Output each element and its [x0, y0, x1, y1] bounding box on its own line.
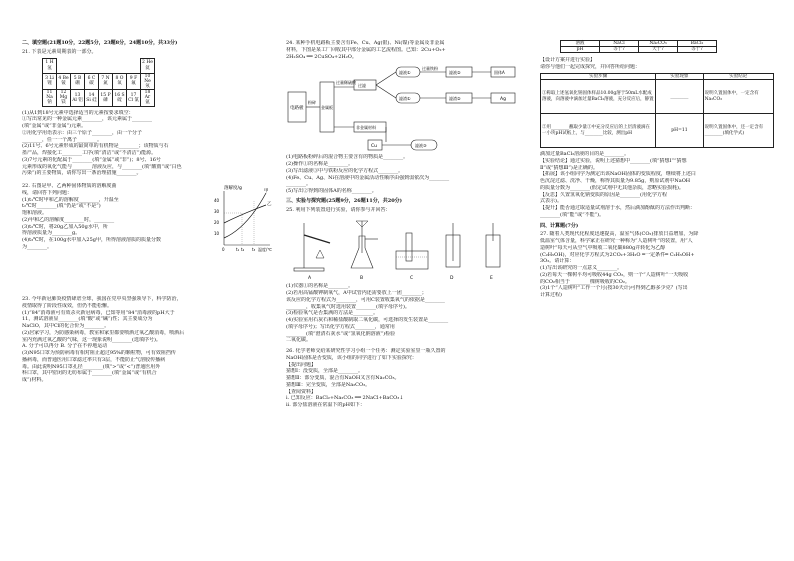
text-line: (填字母序号)；写出化学方程式________，通常用	[286, 323, 395, 330]
apparatus-label: C	[410, 276, 414, 282]
text-line: 疫情取得了阶段性成效，但仍不能松懈。	[22, 302, 113, 309]
text-line: 26. 化学老师交给某研究性学习小组一个任务：测定实验室里一瓶久置的	[286, 348, 446, 354]
text-line: 的CO₂相当于________棵树吸收的CO₂。	[540, 278, 630, 285]
q25	[286, 207, 536, 345]
y-tick: 10	[214, 231, 220, 237]
periodic-table	[42, 58, 155, 107]
pt-cell: 7 N 氮	[99, 73, 113, 90]
pt-cell: 10 Ne 氖	[141, 73, 155, 90]
text-line: (1)仪器①的名称是________。	[286, 283, 354, 290]
apparatus-label: B	[360, 276, 364, 282]
text-line: ________(填“澄清石灰水”或“氢氧化钠溶液”)检验	[286, 330, 396, 337]
series-label: 甲	[264, 189, 269, 195]
q26-continued	[540, 151, 778, 219]
text-line: ②用化学用语表示：由三个原子________，由一个分子	[22, 129, 143, 136]
text-line: 【查阅资料】	[286, 388, 317, 395]
text-line: (2)操作①的名称是________。	[286, 161, 354, 167]
text-line: 的质量分数为________(假定试剂中无其他杂质，忽略实验损耗)。	[540, 184, 684, 191]
curve-jia	[224, 193, 266, 238]
text-line: 低温室气体含量，科学家正在研究一种称为“人造树叶”的装置，用“人	[540, 238, 693, 245]
curve-yi	[224, 205, 266, 223]
ph-cell: 大于7	[639, 47, 678, 53]
text-line: (1)“84”消毒液可有效杀灭新冠病毒，已知等用“84”消毒液的pH大于	[22, 309, 175, 316]
exp-cell: 说明久置固体中，一定含有Na₂CO₃	[703, 80, 773, 114]
x-tick: t₃	[252, 247, 256, 253]
text-line: 【反思】久置氢氧化钠变质的原因是________(用化学方程	[540, 191, 667, 198]
x-axis-title: 温度/℃	[258, 247, 272, 253]
flow-label: 电路板	[290, 106, 304, 112]
text-line: ________，收集氧气时选用装置________(填字母序号)。	[286, 303, 410, 310]
text-line: 27. 随着人类现代化程度迅速提高，温室气体(CO₂)排放日益增加，为降	[540, 231, 699, 238]
y-axis-title: 溶解度/g	[224, 186, 242, 192]
flow-label: 滤渣①	[399, 96, 411, 102]
pt-cell: 14 Si 硅	[85, 90, 99, 107]
ph-table	[560, 40, 717, 53]
text-line: 室内充满过氧乙酸的气味，这一现象说明________(选填序号)。	[22, 336, 161, 343]
flow-label: 过滤	[358, 83, 366, 89]
section-title-experiment: 三、实验与探究题(25题9分，26题11分，共20分)	[286, 197, 403, 204]
q26	[286, 348, 536, 409]
text-line: (1)t₁℃时甲和乙的溶解度________，升温至	[22, 196, 119, 203]
text-line: 11，测试溶液显________(填“酸”或“碱”)性；其主要成分为	[22, 316, 153, 323]
exp-header: 实验步骤	[541, 73, 656, 79]
text-line: ________。	[286, 181, 312, 188]
text-line: 计算过程)	[540, 292, 562, 299]
apparatus-label: A	[308, 276, 312, 282]
text-line: ①写出常见的一种金属元素________，该元素属于________	[22, 116, 153, 123]
exp-cell: pH=11	[656, 114, 703, 148]
pt-cell: 15 P 磷	[99, 90, 113, 107]
text-line: (1)从1到18号元素中选择适当的元素按要求填空：	[22, 109, 134, 116]
text-line: (2)居家学习，为防感染病毒，教室和家里都要喷洒过氧乙酸消毒，喷洒后	[22, 329, 185, 336]
text-line: 该反应的化学方程式为________，可用C装置收集氧气的依据是________	[286, 296, 445, 303]
flow-label: 过量铁粉	[422, 66, 438, 72]
q27	[540, 231, 778, 299]
section-title-fill: 二、填空题(21题10分，22题5分，23题8分，24题10分，共33分)	[22, 40, 178, 46]
flow-label: 滤液①	[399, 70, 411, 76]
apparatus-label: D	[450, 276, 454, 282]
column-middle	[286, 40, 536, 409]
text-line: 式表示)。	[540, 198, 562, 205]
pt-cell: 3 Li 锂	[43, 73, 57, 90]
text-line: (3)7号元素的化配属于________(填“金属”或“非”)；8号、16号	[22, 156, 161, 163]
text-line: (4)t₃℃时，在100g水中加入25g甲，所得溶液溶质的质量分数	[22, 237, 161, 244]
text-line: Ⅱ”或“猜想Ⅲ”)是正确的。	[540, 164, 598, 171]
q23	[22, 296, 277, 384]
text-line: A. 分子可以再分 B. 分子在不停地运动	[22, 343, 108, 350]
text-line: (填“金属”或“非金属”)元素。	[22, 123, 87, 130]
ph-header: NaCl	[600, 41, 639, 47]
pt-cell: 1 H 氢	[43, 58, 57, 73]
pt-cell: 8 O 氧	[113, 73, 127, 90]
text-line: 成”)材料。	[22, 377, 47, 384]
q21-body	[22, 110, 277, 178]
apparatus-label: E	[490, 276, 493, 282]
text-line: (3)写出滤液③中与铁粉反应的化学方程式________。	[286, 167, 404, 174]
text-line: (3)1个“人造树叶”工作一个月(按30天计)可得到乙醇多少克？(写出	[540, 285, 688, 292]
text-line: (5)写出②得到的固体A的名称________。	[286, 188, 377, 194]
pt-cell: 18 Ar 氩	[141, 90, 155, 107]
text-line: 为________。	[22, 243, 53, 250]
pt-cell: 2 He 氦	[141, 58, 155, 73]
text-line: 【实验结论】通过实验，说明上述猜想中________(填“猜想Ⅰ”“猜想	[540, 157, 687, 164]
flow-label: 固体A	[494, 70, 505, 76]
pt-cell: 12 Mg 镁	[57, 90, 71, 107]
y-tick: 40	[214, 198, 220, 204]
text-line: 【提升】能否通过取适量试剂溶于水，然后滴加酚酞的方法作出判断：	[540, 205, 696, 212]
text-line: (2)11号、6号元素形成的最简单的有机物是________；该物质与石	[22, 143, 169, 150]
text-line: 25. 利用下列装置进行实验，请你参与并回答：	[286, 206, 391, 213]
text-line: (2)甲和乙的溶解度________时，________	[22, 216, 115, 223]
q22	[22, 183, 277, 291]
x-tick: t₁	[236, 247, 240, 253]
x-tick: 0	[222, 247, 225, 253]
ph-cell: 等于7	[600, 47, 639, 53]
text-line: (2)若用高锰酸钾制氧气，A中试管内还需要放上一团________；	[286, 290, 427, 296]
text-line: NaOH固体是否变质，该小组的同学进行了如下实验探究：	[286, 354, 417, 361]
text-line: 22. 右图是甲、乙两种固体物质的溶解度曲	[22, 183, 117, 190]
text-line: 滴加过量BaCl₂溶液的目的是________。	[540, 151, 630, 158]
exp-cell: ________	[656, 80, 703, 114]
ph-header: Na₂CO₃	[639, 41, 678, 47]
text-line: ________，任一一个离子________。	[22, 136, 103, 143]
text-line: (3)t₂℃时，将20g乙加入50g水中，所	[22, 223, 108, 230]
text-line: NaClO，其中Cl的化合价为________。	[22, 323, 110, 330]
exp-cell: ②用________蘸取少量①中充分反应后的上层清液滴在一小块pH试纸上，与________比较，测出pH	[541, 114, 656, 148]
pt-cell: 6 C 碳	[85, 73, 99, 90]
text-line: 【拓展】该小组同学为测定出该NaOH固体的变质程度，继续将上述白	[540, 171, 696, 178]
text-line: 猜想Ⅰ：没变质，全部是________。	[286, 368, 363, 375]
exp-header: 实验结论	[703, 73, 773, 79]
y-tick: 20	[214, 220, 220, 226]
experiment-table	[540, 73, 774, 148]
pt-cell: 5 B 硼	[71, 73, 85, 90]
text-line: 2H₂SO₄ ══ 2CuSO₄+2H₂O。	[286, 53, 357, 60]
text-line: ⅱ. 部分盐溶液在常温下的pH如下：	[286, 402, 365, 408]
section-title-calc: 四、计算题(7分)	[540, 222, 579, 229]
text-line: 得溶液质量为________g。	[22, 230, 81, 237]
flow-label: 滤液②	[449, 70, 461, 76]
text-line: 污染”)的主要物质，请你写出一条治理措施________。	[22, 170, 142, 177]
solubility-curve-figure	[212, 183, 274, 255]
text-line: 墨产品，焊接化工________工序(填“清洁”或“不清洁”)能源。	[22, 150, 157, 157]
flow-label: Cu	[371, 144, 377, 150]
pt-cell: 13 Al 铝	[71, 90, 85, 107]
ph-cell: 等于7	[678, 47, 717, 53]
exp-header: 实验现象	[656, 73, 703, 79]
pt-cell: 17 Cl 氯	[127, 90, 141, 107]
q21-intro: 21. 下表是元素周期表的一部分。	[22, 48, 97, 55]
text-line: 科口罩，其中密闭的无纺布属于________(填“金属”或“有机合	[22, 370, 157, 377]
text-line: (4)实验室用石灰石和稀盐酸制取二氧化碳，可选择的发生装置是________	[286, 317, 449, 323]
flow-label: Ag	[500, 97, 506, 103]
text-line: (C₂H₅OH)，对应化学方程式为2CO₂+3H₂O ═一定条件═ C₂H₅OH+	[540, 251, 695, 258]
text-line: (3)检验氧气是否集满的方法是________。	[286, 310, 379, 317]
flow-label: 滤渣②	[449, 96, 461, 102]
text-line: 播病毒，而普通医用口罩滤过率只有3层，不能防止气溶胶传播病	[22, 356, 166, 363]
text-line: 23. 今年新冠肺炎疫情肆虐全球，我国在党中央坚强领导下，科学防治，	[22, 296, 182, 303]
text-line: 材料，下图是某工厂回收其中部分金属的工艺流程图。已知：2Cu+O₂+	[286, 46, 446, 53]
pt-cell: 16 S 硫	[113, 90, 127, 107]
text-line: ⅰ. 已知反应：BaCl₂+Na₂CO₃ ══ 2NaCl+BaCO₃↓	[286, 395, 404, 402]
q24	[286, 40, 536, 195]
ph-header: BaCl₂	[678, 41, 717, 47]
flow-label: 滤液③	[415, 143, 427, 149]
flow-label: 粉碎	[308, 100, 316, 106]
text-line: 毒。由此说明N95口罩孔径________(填“>”或“<”)普通医用外	[22, 363, 161, 370]
text-line: 线，请回答下列问题：	[22, 189, 73, 196]
text-line: 二氧化碳。	[286, 337, 312, 344]
text-line: (2)若每天一棵树平均可吸收44g CO₂，则一个“人造树叶”一天吸收	[540, 271, 689, 278]
column-left	[22, 40, 277, 384]
lab-apparatus-figure	[286, 213, 526, 283]
y-tick: 30	[214, 209, 220, 215]
text-line: 【提出问题】	[286, 361, 317, 368]
text-line: 饱和溶液。	[22, 210, 48, 217]
exp-cell: ①称取上述氢氧化钠固体样品10.00g溶于50mL水配成溶液，向溶液中滴加过量BaCl₂溶液，充分反应后，静置	[541, 80, 656, 114]
pt-cell: 4 Be 铍	[57, 73, 71, 90]
pt-cell: 9 F 氟	[127, 73, 141, 90]
text-line: (3)N95口罩为预防病毒有相对阻止超过95%的颗粒物，可有效阻挡传	[22, 350, 176, 357]
text-line: 3O₂。请计算：	[540, 258, 575, 265]
x-tick: t₂	[241, 247, 245, 253]
process-flow-diagram	[286, 62, 526, 152]
design-intro: 请你与他们一起完成探究，并回答所给问题：	[540, 64, 641, 71]
text-line: (4)Fe、Cu、Ag、Ni在溶液中的金属活动性顺序由强到弱依次为________	[286, 174, 450, 181]
series-label: 乙	[267, 202, 272, 208]
text-line: 24. 某种手机电路板主要含有Fe、Cu、Ag(银)、Ni(镍)等金属及非金属	[286, 40, 445, 46]
text-line: 元素形成的氧化气能与________溶液反应，与________(填“酸雨”或“白色	[22, 163, 182, 170]
text-line: t₂℃时________(填“仍是”或“不是”)	[22, 203, 101, 210]
text-line: 造树叶”每天可从空气中吸收二氧化碳880g并转化为乙醇	[540, 244, 666, 251]
flow-label: 非金属材料	[356, 125, 376, 131]
text-line: 猜想Ⅲ：完全变质，全部是Na₂CO₃。	[286, 381, 371, 388]
flow-label: 过量稀硫酸	[336, 80, 356, 86]
pt-cell: 11 Na 钠	[43, 90, 57, 107]
design-title: 【设计方案并进行实验】	[540, 57, 596, 64]
text-line: ________(填“能”或“不能”)。	[540, 211, 605, 218]
flow-label: 金属板	[321, 105, 333, 111]
ph-header: 溶液	[561, 41, 600, 47]
ph-cell: pH	[561, 47, 600, 53]
text-line: 色沉淀过滤、洗净、干燥，称得其质量为9.85g，则原试剂中NaOH	[540, 178, 691, 185]
text-line: (1)电路板粉碎后的混合物主要含有的物质是________。	[286, 154, 409, 161]
text-line: 猜想Ⅱ：部分变质，混合有NaOH又含有Na₂CO₃。	[286, 375, 400, 381]
text-line: (1)写出该研究的一点意义________。	[540, 265, 623, 272]
column-right	[540, 40, 778, 299]
exp-cell: 说明久置固体中，还一定含有________(填化学式)	[703, 114, 773, 148]
